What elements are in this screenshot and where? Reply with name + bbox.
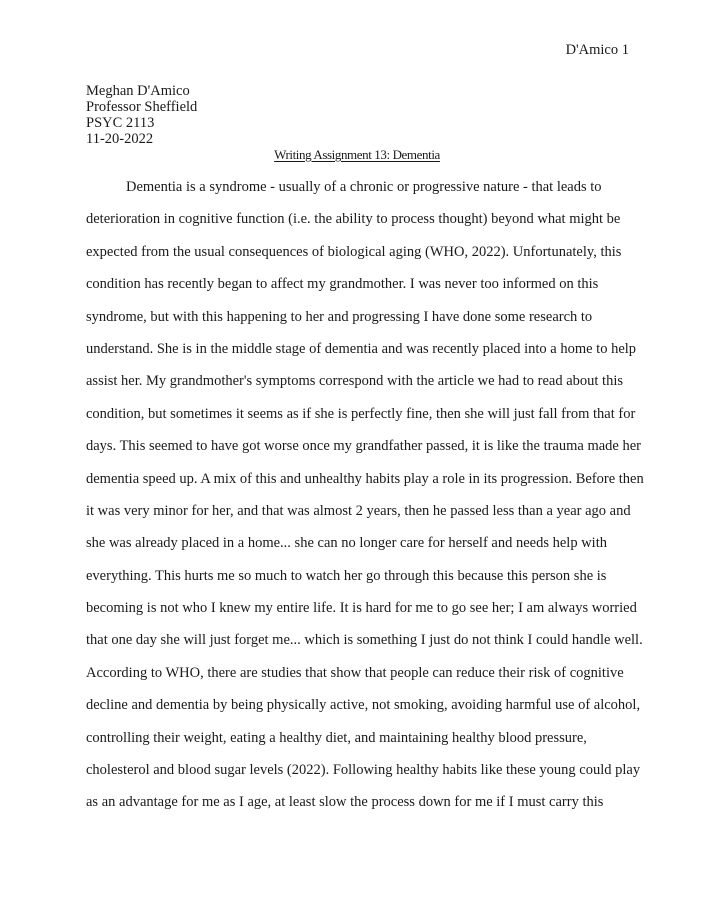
body-line: deterioration in cognitive function (i.e. the ability to process thought) beyond what might be bbox=[86, 211, 621, 228]
body-line: dementia speed up. A mix of this and unhealthy habits play a role in its progression. Before then bbox=[86, 470, 644, 487]
body-paragraph bbox=[86, 178, 646, 826]
body-line: it was very minor for her, and that was almost 2 years, then he passed less than a year ago and bbox=[86, 502, 631, 519]
body-line: understand. She is in the middle stage of dementia and was recently placed into a home to help bbox=[86, 340, 637, 357]
body-line: controlling their weight, eating a healthy diet, and maintaining healthy blood pressure, bbox=[86, 729, 587, 746]
professor-name: Professor Sheffield bbox=[86, 99, 198, 115]
assignment-date: 11-20-2022 bbox=[86, 131, 154, 147]
title-container bbox=[0, 147, 714, 163]
heading-block bbox=[86, 83, 197, 147]
document-title: Writing Assignment 13: Dementia bbox=[274, 147, 440, 162]
running-head: D'Amico 1 bbox=[565, 42, 629, 58]
body-line: assist her. My grandmother's symptoms correspond with the article we had to read about this bbox=[86, 373, 623, 390]
body-line: decline and dementia by being physically active, not smoking, avoiding harmful use of alcohol, bbox=[86, 697, 641, 714]
body-line: days. This seemed to have got worse once my grandfather passed, it is like the trauma made her bbox=[86, 438, 641, 455]
body-line: Dementia is a syndrome - usually of a chronic or progressive nature - that leads to bbox=[126, 179, 602, 195]
body-line: condition has recently began to affect my grandmother. I was never too informed on this bbox=[86, 276, 599, 293]
course-code: PSYC 2113 bbox=[86, 115, 155, 131]
body-line: as an advantage for me as I age, at least slow the process down for me if I must carry this bbox=[86, 794, 604, 811]
body-line: According to WHO, there are studies that show that people can reduce their risk of cognitive bbox=[86, 664, 624, 681]
body-line: she was already placed in a home... she can no longer care for herself and needs help with bbox=[86, 535, 607, 552]
body-line: everything. This hurts me so much to watch her go through this because this person she is bbox=[86, 567, 607, 584]
body-line: that one day she will just forget me... which is something I just do not think I could handle well. bbox=[86, 632, 643, 649]
body-line: condition, but sometimes it seems as if she is perfectly fine, then she will just fall from that for bbox=[86, 405, 636, 422]
body-line: cholesterol and blood sugar levels (2022). Following healthy habits like these young could play bbox=[86, 762, 641, 779]
body-line: syndrome, but with this happening to her and progressing I have done some research to bbox=[86, 308, 593, 325]
student-name: Meghan D'Amico bbox=[86, 83, 190, 99]
body-line: becoming is not who I knew my entire life. It is hard for me to go see her; I am always worried bbox=[86, 600, 637, 617]
body-line: expected from the usual consequences of biological aging (WHO, 2022). Unfortunately, this bbox=[86, 243, 622, 260]
